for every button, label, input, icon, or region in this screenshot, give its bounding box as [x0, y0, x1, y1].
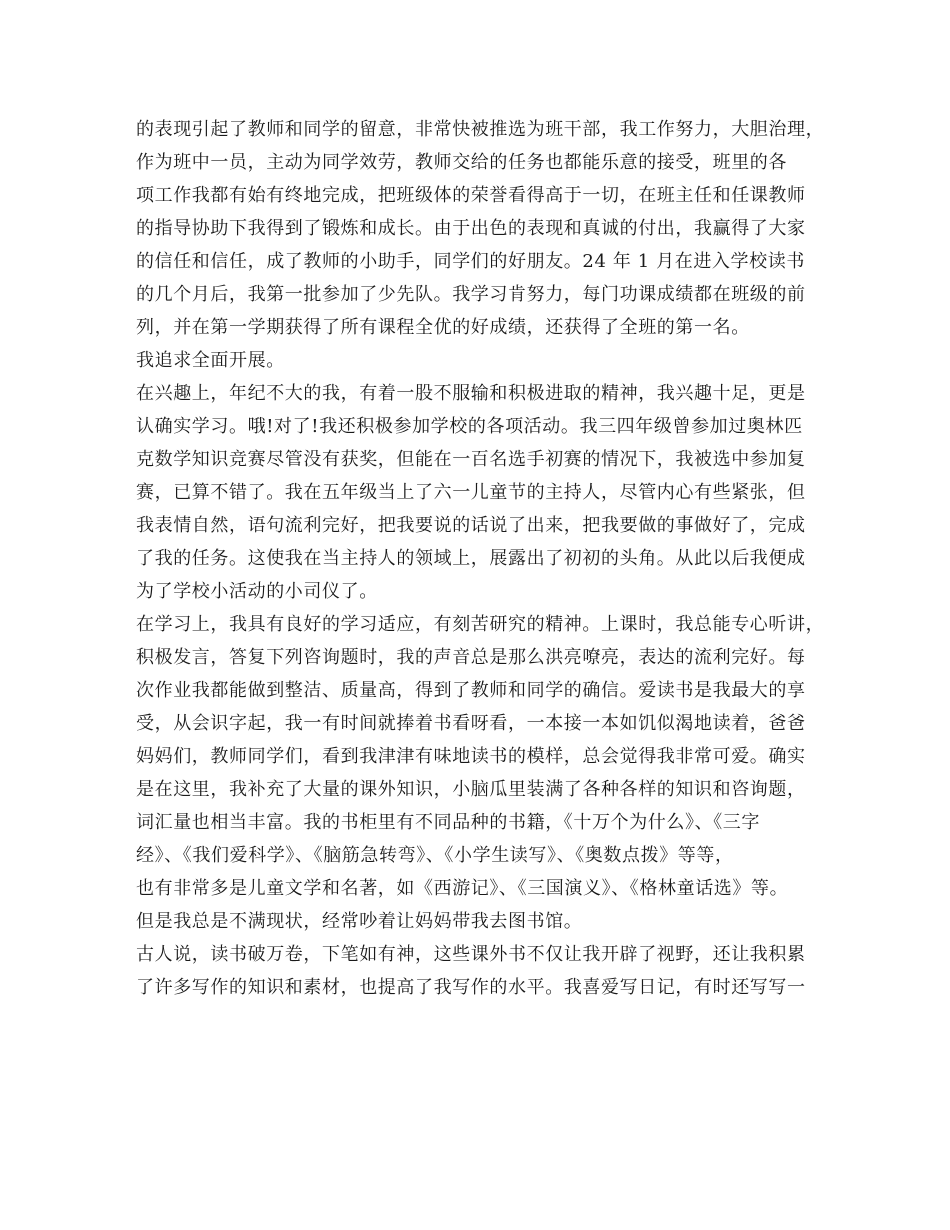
text-line: 受，从会识字起，我一有时间就捧着书看呀看，一本接一本如饥似渴地读着，爸爸 — [136, 713, 806, 734]
text-line: 是在这里，我补充了大量的课外知识，小脑瓜里装满了各种各样的知识和咨询题， — [136, 779, 806, 800]
body-text — [136, 113, 836, 1004]
text-line: 在学习上，我具有良好的学习适应，有刻苦研究的精神。上课时，我总能专心听讲， — [136, 614, 825, 635]
text-line: 积极发言，答复下列咨询题时，我的声音总是那么洪亮嘹亮，表达的流利完好。每 — [136, 647, 806, 668]
text-line: 列，并在第一学期获得了所有课程全优的好成绩，还获得了全班的第一名。 — [136, 317, 750, 338]
text-line: 的信任和信任，成了教师的小助手，同学们的好朋友。24 年 1 月在进入学校读书 — [136, 251, 805, 272]
text-line: 为了学校小活动的小司仪了。 — [136, 581, 378, 602]
text-line: 了许多写作的知识和素材，也提高了我写作的水平。我喜爱写日记，有时还写写一 — [136, 977, 806, 998]
text-line: 也有非常多是儿童文学和名著，如《西游记》、《三国演义》、《格林童话选》等。 — [136, 878, 789, 899]
text-line: 经》、《我们爱科学》、《脑筋急转弯》、《小学生读写》、《奥数点拨》等等， — [136, 845, 734, 866]
text-line: 妈妈们，教师同学们，看到我津津有味地读书的模样，总会觉得我非常可爱。确实 — [136, 746, 806, 767]
text-line: 项工作我都有始有终地完成，把班级体的荣誉看得高于一切，在班主任和任课教师 — [136, 185, 806, 206]
text-line: 古人说，读书破万卷，下笔如有神，这些课外书不仅让我开辟了视野，还让我积累 — [136, 944, 806, 965]
text-line: 的指导协助下我得到了锻炼和成长。由于出色的表现和真诚的付出，我赢得了大家 — [136, 218, 806, 239]
text-line: 的表现引起了教师和同学的留意，非常快被推选为班干部，我工作努力，大胆治理， — [136, 119, 825, 140]
text-line: 作为班中一员，主动为同学效劳，教师交给的任务也都能乐意的接受，班里的各 — [136, 152, 787, 173]
text-line: 了我的任务。这使我在当主持人的领域上，展露出了初初的头角。从此以后我便成 — [136, 548, 806, 569]
text-line: 但是我总是不满现状，经常吵着让妈妈带我去图书馆。 — [136, 911, 583, 932]
text-line: 我表情自然，语句流利完好，把我要说的话说了出来，把我要做的事做好了，完成 — [136, 515, 806, 536]
text-line: 在兴趣上，年纪不大的我，有着一股不服输和积极进取的精神，我兴趣十足，更是 — [136, 383, 806, 404]
text-line: 认确实学习。哦!对了!我还积极参加学校的各项活动。我三四年级曾参加过奥林匹 — [136, 416, 803, 437]
text-line: 词汇量也相当丰富。我的书柜里有不同品种的书籍，《十万个为什么》、《三字 — [136, 812, 760, 833]
text-line: 我追求全面开展。 — [136, 350, 285, 371]
text-line: 的几个月后，我第一批参加了少先队。我学习肯努力，每门功课成绩都在班级的前 — [136, 284, 806, 305]
text-line: 次作业我都能做到整洁、质量高，得到了教师和同学的确信。爱读书是我最大的享 — [136, 680, 806, 701]
text-line: 克数学知识竞赛尽管没有获奖，但能在一百名选手初赛的情况下，我被选中参加复 — [136, 449, 806, 470]
text-line: 赛，已算不错了。我在五年级当上了六一儿童节的主持人，尽管内心有些紧张，但 — [136, 482, 806, 503]
